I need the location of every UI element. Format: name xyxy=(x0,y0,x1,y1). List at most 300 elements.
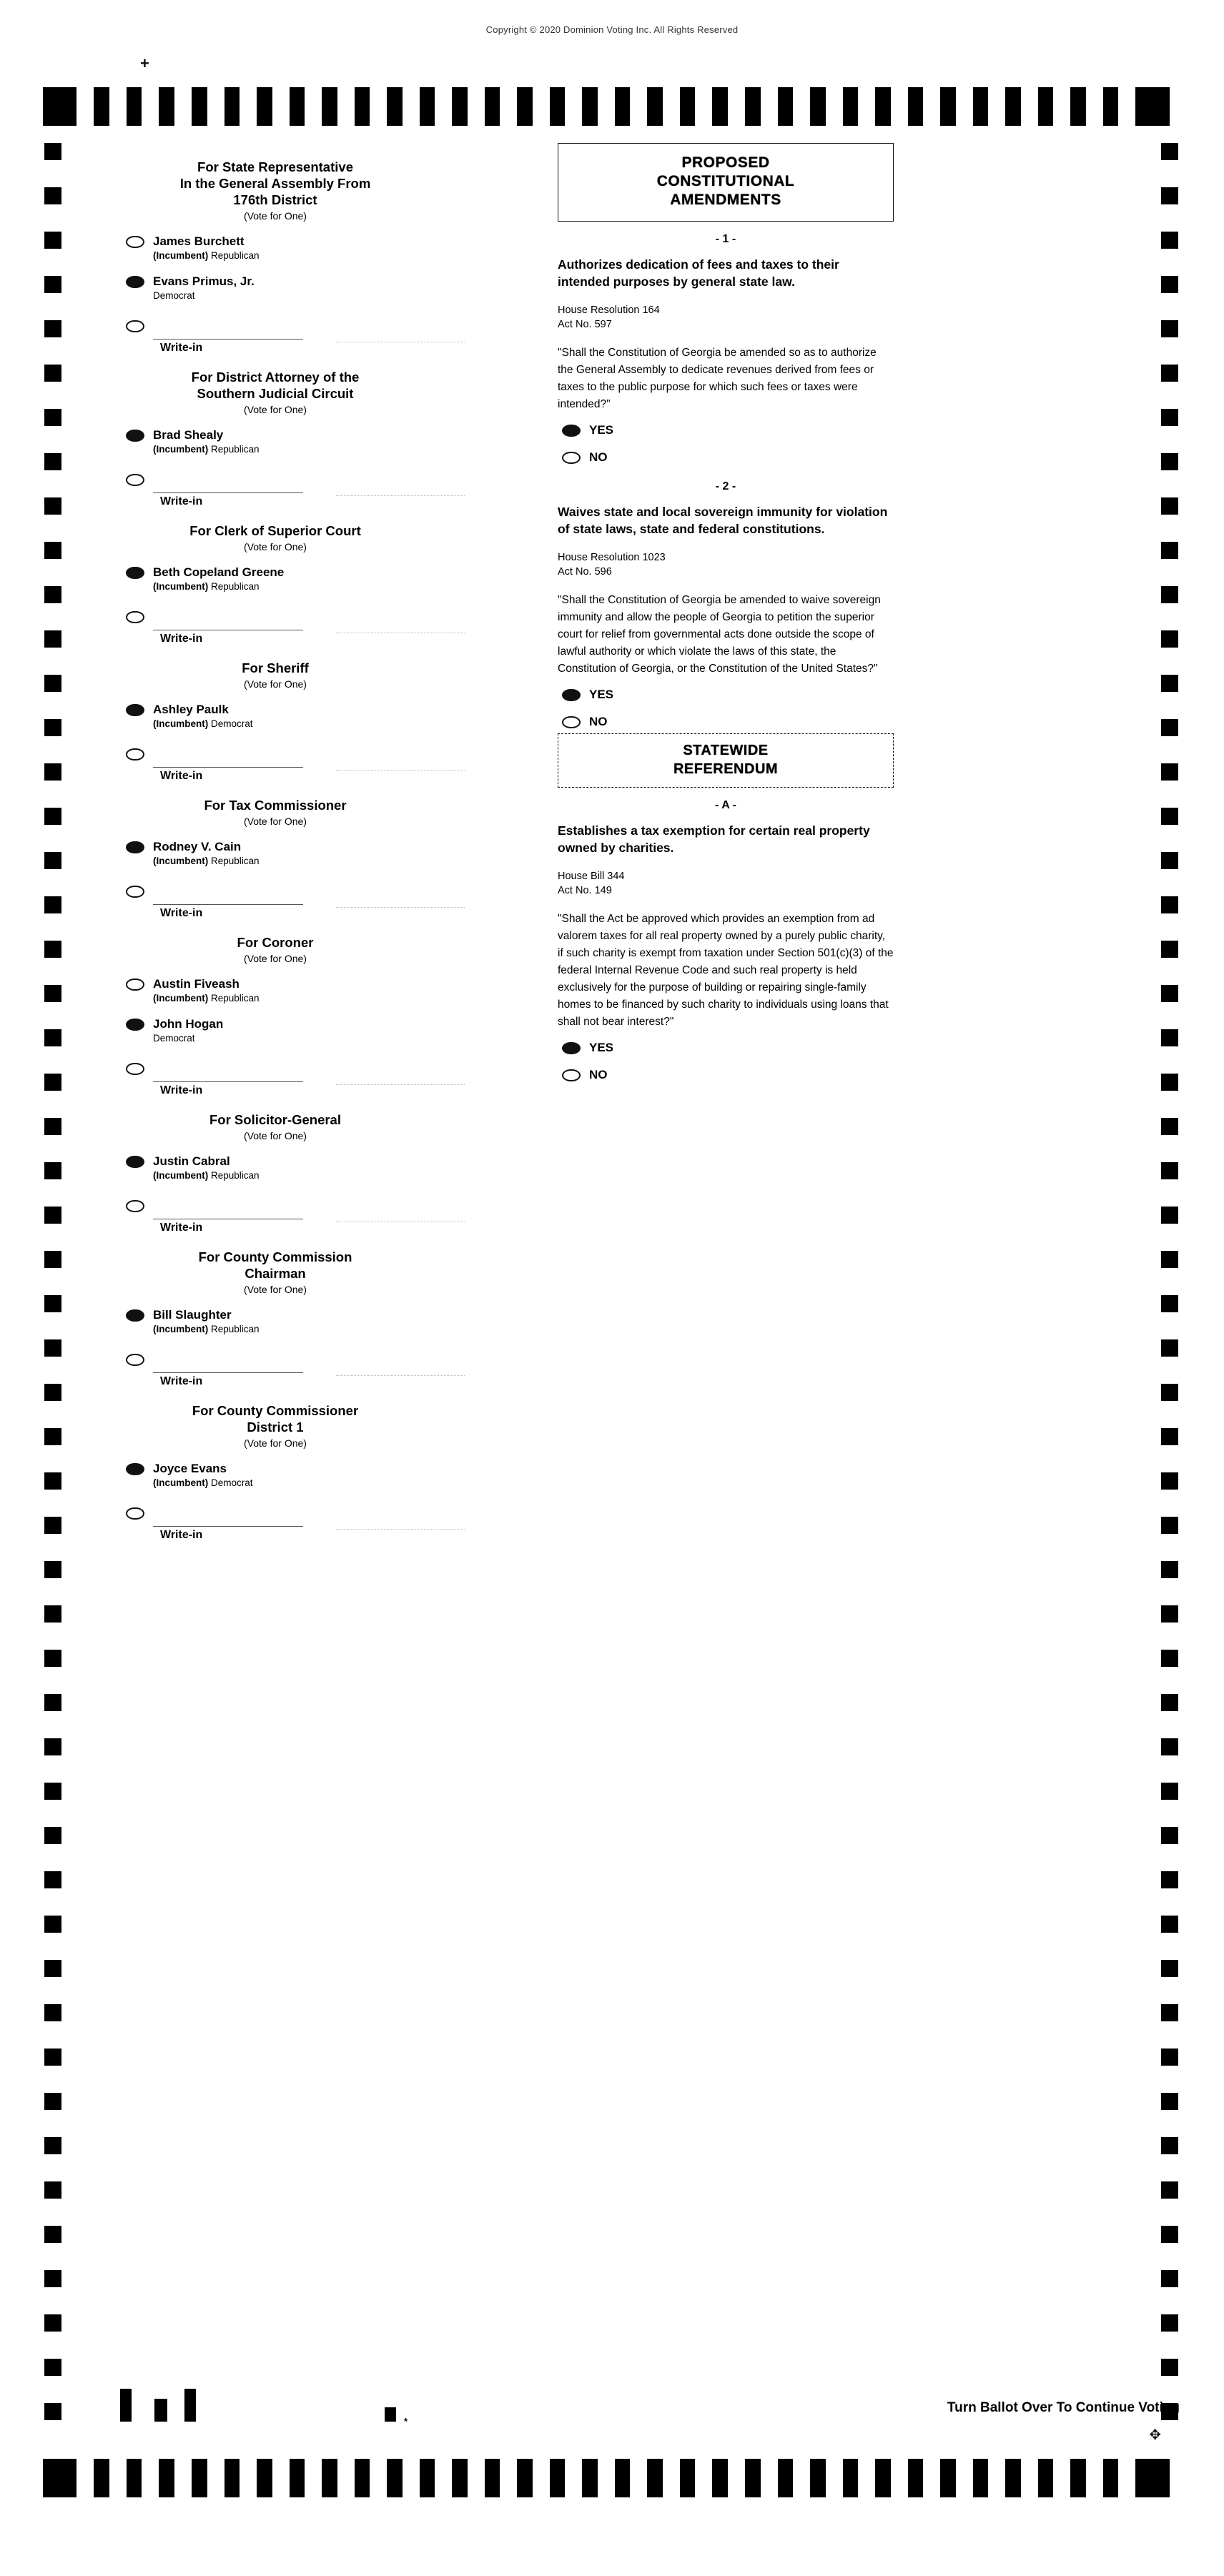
contest-title-line: For Tax Commissioner xyxy=(204,798,347,813)
timing-mark xyxy=(44,586,61,603)
measure-text: "Shall the Act be approved which provides an exemption from ad valorem taxes for all real property owned by a purely public charity, if such charity is exempt from taxation under Section 501(c)(3) of the federal Internal Revenue Code and such real property is held exclusively for the purpose of building or repairing single-family homes to be financed by such charity to individuals using loans that shall not bear interest?" xyxy=(558,913,894,1028)
bottom-timing-marks xyxy=(43,2456,1187,2500)
timing-mark xyxy=(875,2459,891,2497)
candidate-name: Justin Cabral xyxy=(153,1154,230,1168)
write-in-label: Write-in xyxy=(160,1222,203,1234)
timing-mark xyxy=(1038,2459,1054,2497)
timing-mark xyxy=(1161,1517,1178,1534)
candidate-party: (Incumbent) Democrat xyxy=(153,718,253,729)
vote-oval[interactable] xyxy=(562,1069,581,1081)
timing-mark xyxy=(1161,2093,1178,2110)
contest-title-line: 176th District xyxy=(233,192,317,207)
measure-number: - 1 - xyxy=(715,233,736,245)
write-in-oval[interactable] xyxy=(126,1507,144,1520)
vote-oval[interactable] xyxy=(562,689,581,701)
contest-title-line: In the General Assembly From xyxy=(179,176,371,191)
timing-mark xyxy=(44,1827,61,1844)
copyright-notice: Copyright © 2020 Dominion Voting Inc. All Rights Reserved xyxy=(485,24,739,35)
timing-mark xyxy=(1161,497,1178,515)
timing-mark xyxy=(44,2004,61,2021)
contest-title-line: For Solicitor-General xyxy=(209,1112,341,1127)
timing-mark xyxy=(1161,2137,1178,2154)
option-label: YES xyxy=(589,1041,614,1054)
timing-mark xyxy=(44,1517,61,1534)
candidate-party: (Incumbent) Republican xyxy=(153,250,260,261)
contest-title xyxy=(122,1402,429,1435)
timing-mark xyxy=(44,2359,61,2376)
vote-oval[interactable] xyxy=(562,1042,581,1054)
write-in-label: Write-in xyxy=(160,342,203,354)
timing-mark xyxy=(1161,1871,1178,1888)
timing-mark xyxy=(1161,941,1178,958)
measure-option-yes[interactable] xyxy=(558,688,894,706)
banner-line: AMENDMENTS xyxy=(670,192,781,208)
timing-mark xyxy=(44,1960,61,1977)
write-in-dotted-guide xyxy=(336,495,465,496)
write-in-line[interactable] xyxy=(153,1372,303,1373)
write-in-dotted-guide xyxy=(336,1529,465,1530)
measure-text: "Shall the Constitution of Georgia be amended so as to authorize the General Assembly to dedicate revenues derived from fees or taxes to the public purpose for which such fees or taxes were intended?" xyxy=(558,347,877,410)
write-in-line[interactable] xyxy=(153,767,303,768)
measure-reference-line: House Bill 344 xyxy=(558,871,625,882)
timing-mark xyxy=(44,1783,61,1800)
candidate-name: James Burchett xyxy=(153,234,245,248)
timing-mark xyxy=(1161,1472,1178,1490)
timing-mark xyxy=(1005,2459,1021,2497)
timing-mark xyxy=(290,2459,305,2497)
timing-mark xyxy=(44,1339,61,1357)
write-in-row[interactable] xyxy=(122,320,429,353)
left-timing-marks xyxy=(44,143,61,2447)
timing-mark xyxy=(1161,453,1178,470)
banner-line: CONSTITUTIONAL xyxy=(656,173,795,189)
timing-mark xyxy=(44,1295,61,1312)
option-label: NO xyxy=(589,450,608,464)
incumbent-tag: (Incumbent) xyxy=(153,993,211,1004)
measure-summary: Waives state and local sovereign immunity for violation of state laws, state and federal constitutions. xyxy=(558,505,888,536)
contest-title-line: For District Attorney of the xyxy=(191,370,360,385)
vote-for-instruction: (Vote for One) xyxy=(244,953,307,964)
measure-option-no[interactable] xyxy=(558,1068,894,1086)
timing-mark xyxy=(745,2459,761,2497)
timing-mark xyxy=(1135,2459,1169,2497)
timing-mark xyxy=(44,2226,61,2243)
timing-mark xyxy=(1161,1029,1178,1046)
write-in-row[interactable] xyxy=(122,748,429,781)
vote-oval[interactable] xyxy=(562,452,581,464)
write-in-oval[interactable] xyxy=(126,1200,144,1212)
measure-reference-line: House Resolution 164 xyxy=(558,304,660,316)
timing-mark xyxy=(1161,2181,1178,2199)
timing-mark xyxy=(159,2459,174,2497)
write-in-label: Write-in xyxy=(160,770,203,782)
timing-mark xyxy=(1161,1295,1178,1312)
timing-mark xyxy=(1161,1738,1178,1755)
timing-mark xyxy=(44,1916,61,1933)
timing-mark xyxy=(44,1561,61,1578)
timing-mark xyxy=(1161,1694,1178,1711)
write-in-oval[interactable] xyxy=(126,320,144,332)
write-in-oval[interactable] xyxy=(126,1063,144,1075)
incumbent-tag: (Incumbent) xyxy=(153,856,211,866)
timing-mark xyxy=(940,87,956,126)
write-in-label: Write-in xyxy=(160,907,203,919)
timing-mark xyxy=(44,1605,61,1623)
contest-title xyxy=(122,1111,429,1128)
timing-mark xyxy=(1161,232,1178,249)
candidate-name: John Hogan xyxy=(153,1017,224,1031)
vote-oval[interactable] xyxy=(126,236,144,248)
contest-title-line: Southern Judicial Circuit xyxy=(197,386,354,401)
candidate-row[interactable] xyxy=(122,1154,429,1182)
timing-mark xyxy=(1161,1561,1178,1578)
timing-mark xyxy=(1161,276,1178,293)
timing-mark xyxy=(322,2459,337,2497)
timing-mark xyxy=(452,2459,468,2497)
contests-column xyxy=(122,143,429,1540)
timing-mark xyxy=(44,1738,61,1755)
timing-mark xyxy=(44,1472,61,1490)
timing-mark xyxy=(44,2181,61,2199)
timing-mark xyxy=(1005,87,1021,126)
timing-mark xyxy=(1161,1162,1178,1179)
candidate-party: (Incumbent) Republican xyxy=(153,993,260,1004)
write-in-row[interactable] xyxy=(122,1063,429,1096)
timing-mark xyxy=(1103,87,1119,126)
measure-reference-line: House Resolution 1023 xyxy=(558,552,666,563)
contest-title-line: District 1 xyxy=(247,1420,304,1435)
timing-mark xyxy=(843,87,859,126)
timing-mark xyxy=(1161,1605,1178,1623)
top-timing-marks xyxy=(43,84,1187,129)
incumbent-tag: (Incumbent) xyxy=(153,718,211,729)
timing-mark xyxy=(44,1428,61,1445)
timing-mark xyxy=(1161,675,1178,692)
timing-mark xyxy=(1161,1207,1178,1224)
vote-for-instruction: (Vote for One) xyxy=(244,1130,307,1141)
candidate-name: Beth Copeland Greene xyxy=(153,565,285,579)
timing-mark xyxy=(44,2270,61,2287)
contest-title xyxy=(122,660,429,676)
candidate-row[interactable] xyxy=(122,977,429,1004)
timing-mark xyxy=(647,87,663,126)
timing-mark xyxy=(44,1207,61,1224)
timing-mark xyxy=(127,2459,142,2497)
vote-oval[interactable] xyxy=(126,567,144,579)
timing-mark xyxy=(1161,719,1178,736)
candidate-row[interactable] xyxy=(122,1462,429,1489)
timing-mark xyxy=(257,2459,272,2497)
timing-mark xyxy=(192,2459,207,2497)
timing-mark xyxy=(355,2459,370,2497)
timing-mark xyxy=(44,1871,61,1888)
timing-mark xyxy=(44,2137,61,2154)
vote-oval[interactable] xyxy=(126,1019,144,1031)
timing-mark xyxy=(1161,2270,1178,2287)
vote-for-instruction: (Vote for One) xyxy=(244,541,307,553)
write-in-dotted-guide xyxy=(336,1375,465,1376)
timing-mark xyxy=(44,808,61,825)
timing-mark xyxy=(908,2459,924,2497)
timing-mark xyxy=(1161,630,1178,648)
timing-mark xyxy=(44,1251,61,1268)
timing-mark xyxy=(1161,1118,1178,1135)
banner-line: STATEWIDE xyxy=(683,743,769,758)
candidate-party: (Incumbent) Republican xyxy=(153,581,260,592)
timing-mark xyxy=(973,2459,989,2497)
vote-oval[interactable] xyxy=(126,704,144,716)
timing-mark xyxy=(485,87,500,126)
timing-mark xyxy=(1161,1650,1178,1667)
timing-mark xyxy=(44,852,61,869)
timing-mark xyxy=(159,87,174,126)
timing-mark xyxy=(908,87,924,126)
candidate-row[interactable] xyxy=(122,234,429,262)
write-in-line[interactable] xyxy=(153,339,303,340)
move-arrows-icon: ✥ xyxy=(1149,2427,1161,2443)
measure-summary: Authorizes dedication of fees and taxes to their intended purposes by general state law. xyxy=(558,257,839,289)
timing-mark xyxy=(452,87,468,126)
measure-option-yes[interactable] xyxy=(558,423,894,442)
timing-mark xyxy=(224,87,240,126)
write-in-line[interactable] xyxy=(153,904,303,905)
bottom-star-mark: * xyxy=(404,2416,408,2427)
candidate-party: (Incumbent) Republican xyxy=(153,1170,260,1181)
timing-mark xyxy=(1161,1384,1178,1401)
vote-oval[interactable] xyxy=(562,425,581,437)
timing-mark xyxy=(517,87,533,126)
write-in-row[interactable] xyxy=(122,1507,429,1540)
timing-mark xyxy=(44,232,61,249)
contest-title xyxy=(122,934,429,951)
vote-for-instruction: (Vote for One) xyxy=(244,678,307,690)
measure-reference xyxy=(558,303,894,332)
write-in-row[interactable] xyxy=(122,474,429,507)
vote-oval[interactable] xyxy=(126,276,144,288)
timing-mark xyxy=(420,2459,435,2497)
option-label: YES xyxy=(589,688,614,701)
timing-mark xyxy=(1161,2004,1178,2021)
vote-for-instruction: (Vote for One) xyxy=(244,1284,307,1295)
measure-reference xyxy=(558,869,894,898)
timing-mark xyxy=(127,87,142,126)
timing-mark xyxy=(1161,896,1178,913)
vote-for-instruction: (Vote for One) xyxy=(244,816,307,827)
write-in-oval[interactable] xyxy=(126,748,144,761)
contest-title-line: For County Commission xyxy=(198,1249,352,1264)
write-in-dotted-guide xyxy=(336,1084,465,1085)
timing-mark xyxy=(1161,808,1178,825)
candidate-name: Brad Shealy xyxy=(153,428,224,442)
timing-mark xyxy=(44,1694,61,1711)
timing-mark xyxy=(44,409,61,426)
timing-mark xyxy=(550,2459,566,2497)
write-in-row[interactable] xyxy=(122,611,429,644)
incumbent-tag: (Incumbent) xyxy=(153,581,211,592)
timing-mark xyxy=(257,87,272,126)
measure-reference-line: Act No. 597 xyxy=(558,319,612,330)
timing-mark xyxy=(192,87,207,126)
measure-reference xyxy=(558,550,894,579)
turn-ballot-notice: Turn Ballot Over To Continue Voting xyxy=(947,2400,1180,2415)
timing-mark xyxy=(1161,187,1178,204)
timing-mark xyxy=(43,2459,76,2497)
write-in-label: Write-in xyxy=(160,633,203,645)
timing-mark xyxy=(1161,1074,1178,1091)
measure-option-no[interactable] xyxy=(558,450,894,469)
write-in-oval[interactable] xyxy=(126,886,144,898)
write-in-row[interactable] xyxy=(122,1354,429,1387)
candidate-party: (Incumbent) Republican xyxy=(153,444,260,455)
candidate-row[interactable] xyxy=(122,703,429,730)
option-label: YES xyxy=(589,423,614,437)
timing-mark xyxy=(1135,87,1169,126)
candidate-name: Rodney V. Cain xyxy=(153,840,242,853)
timing-mark xyxy=(1103,2459,1119,2497)
timing-mark xyxy=(1161,985,1178,1002)
timing-mark xyxy=(1070,2459,1086,2497)
write-in-line[interactable] xyxy=(153,1081,303,1082)
candidate-party: (Incumbent) Democrat xyxy=(153,1477,253,1488)
timing-mark xyxy=(44,1384,61,1401)
vote-oval[interactable] xyxy=(562,716,581,728)
registration-mark-icon: + xyxy=(140,54,149,72)
timing-mark xyxy=(44,1650,61,1667)
timing-mark xyxy=(355,87,370,126)
timing-mark xyxy=(517,2459,533,2497)
write-in-row[interactable] xyxy=(122,886,429,918)
write-in-row[interactable] xyxy=(122,1200,429,1233)
timing-mark xyxy=(44,2314,61,2332)
timing-mark xyxy=(44,1162,61,1179)
incumbent-tag: (Incumbent) xyxy=(153,1477,211,1488)
measure-reference-line: Act No. 149 xyxy=(558,885,612,896)
contest-title-line: For County Commissioner xyxy=(192,1403,359,1418)
timing-mark xyxy=(550,87,566,126)
contest-title-line: For State Representative xyxy=(197,159,353,174)
measure-summary: Establishes a tax exemption for certain real property owned by charities. xyxy=(558,823,870,855)
timing-mark xyxy=(647,2459,663,2497)
write-in-oval[interactable] xyxy=(126,474,144,486)
timing-mark xyxy=(387,2459,403,2497)
bottom-alignment-marks xyxy=(107,2386,751,2434)
timing-mark xyxy=(778,87,794,126)
vote-oval[interactable] xyxy=(126,841,144,853)
timing-mark xyxy=(44,719,61,736)
timing-mark xyxy=(44,320,61,337)
vote-oval[interactable] xyxy=(126,979,144,991)
write-in-label: Write-in xyxy=(160,495,203,507)
timing-mark xyxy=(44,453,61,470)
measure-options xyxy=(558,688,894,733)
timing-mark xyxy=(1161,1827,1178,1844)
candidate-name: Joyce Evans xyxy=(153,1462,227,1475)
candidate-row[interactable] xyxy=(122,274,429,302)
candidate-row[interactable] xyxy=(122,1308,429,1335)
timing-mark xyxy=(745,87,761,126)
measure-option-yes[interactable] xyxy=(558,1041,894,1059)
contest-title-line: For Coroner xyxy=(237,935,314,950)
write-in-line[interactable] xyxy=(153,1526,303,1527)
measure-text: "Shall the Constitution of Georgia be amended to waive sovereign immunity and allow the people of Georgia to petition the superior court for relief from governmental acts done outside the scope of lawful authority or which violate the laws of this state, the Constitution of Georgia, or the Constitution of the United States?" xyxy=(558,594,881,675)
timing-mark xyxy=(778,2459,794,2497)
write-in-dotted-guide xyxy=(336,770,465,771)
measure-number: - A - xyxy=(715,799,736,811)
write-in-label: Write-in xyxy=(160,1375,203,1387)
write-in-oval[interactable] xyxy=(126,1354,144,1366)
timing-mark xyxy=(44,630,61,648)
measure-reference-line: Act No. 596 xyxy=(558,566,612,578)
timing-mark xyxy=(810,2459,826,2497)
vote-for-instruction: (Vote for One) xyxy=(244,210,307,222)
candidate-row[interactable] xyxy=(122,565,429,593)
candidate-row[interactable] xyxy=(122,840,429,867)
statewide-referendum-banner xyxy=(558,733,894,788)
timing-mark xyxy=(1161,1916,1178,1933)
timing-mark xyxy=(290,87,305,126)
timing-mark xyxy=(1161,1960,1178,1977)
candidate-party: (Incumbent) Republican xyxy=(153,856,260,866)
timing-mark xyxy=(44,896,61,913)
write-in-label: Write-in xyxy=(160,1529,203,1541)
right-timing-marks xyxy=(1161,143,1178,2447)
candidate-party: (Incumbent) Republican xyxy=(153,1324,260,1334)
contest-title xyxy=(122,1249,429,1282)
write-in-label: Write-in xyxy=(160,1084,203,1096)
timing-mark xyxy=(712,2459,728,2497)
timing-mark xyxy=(322,87,337,126)
timing-mark xyxy=(1161,852,1178,869)
vote-oval[interactable] xyxy=(126,430,144,442)
contest-title-line: For Sheriff xyxy=(242,660,309,675)
incumbent-tag: (Incumbent) xyxy=(153,444,211,455)
candidate-name: Austin Fiveash xyxy=(153,977,240,991)
timing-mark xyxy=(44,365,61,382)
timing-mark xyxy=(1161,1783,1178,1800)
timing-mark xyxy=(44,187,61,204)
write-in-oval[interactable] xyxy=(126,611,144,623)
measures-column xyxy=(558,143,894,1086)
proposed-amendments-banner xyxy=(558,143,894,222)
timing-mark xyxy=(1161,409,1178,426)
contest-title xyxy=(122,797,429,813)
timing-mark xyxy=(680,87,696,126)
timing-mark xyxy=(44,2403,61,2420)
contest-title xyxy=(122,522,429,539)
candidate-row[interactable] xyxy=(122,428,429,455)
measure-option-no[interactable] xyxy=(558,715,894,733)
timing-mark xyxy=(973,87,989,126)
option-label: NO xyxy=(589,715,608,728)
timing-mark xyxy=(44,276,61,293)
vote-oval[interactable] xyxy=(126,1309,144,1322)
vote-oval[interactable] xyxy=(126,1156,144,1168)
timing-mark xyxy=(615,87,631,126)
timing-mark xyxy=(810,87,826,126)
vote-oval[interactable] xyxy=(126,1463,144,1475)
contest-title-line: For Clerk of Superior Court xyxy=(189,523,361,538)
timing-mark xyxy=(44,1118,61,1135)
timing-mark xyxy=(44,2049,61,2066)
write-in-line[interactable] xyxy=(153,492,303,493)
candidate-name: Bill Slaughter xyxy=(153,1308,232,1322)
timing-mark xyxy=(712,87,728,126)
timing-mark xyxy=(44,497,61,515)
candidate-row[interactable] xyxy=(122,1017,429,1044)
incumbent-tag: (Incumbent) xyxy=(153,250,211,261)
timing-mark xyxy=(44,675,61,692)
timing-mark xyxy=(1161,1251,1178,1268)
